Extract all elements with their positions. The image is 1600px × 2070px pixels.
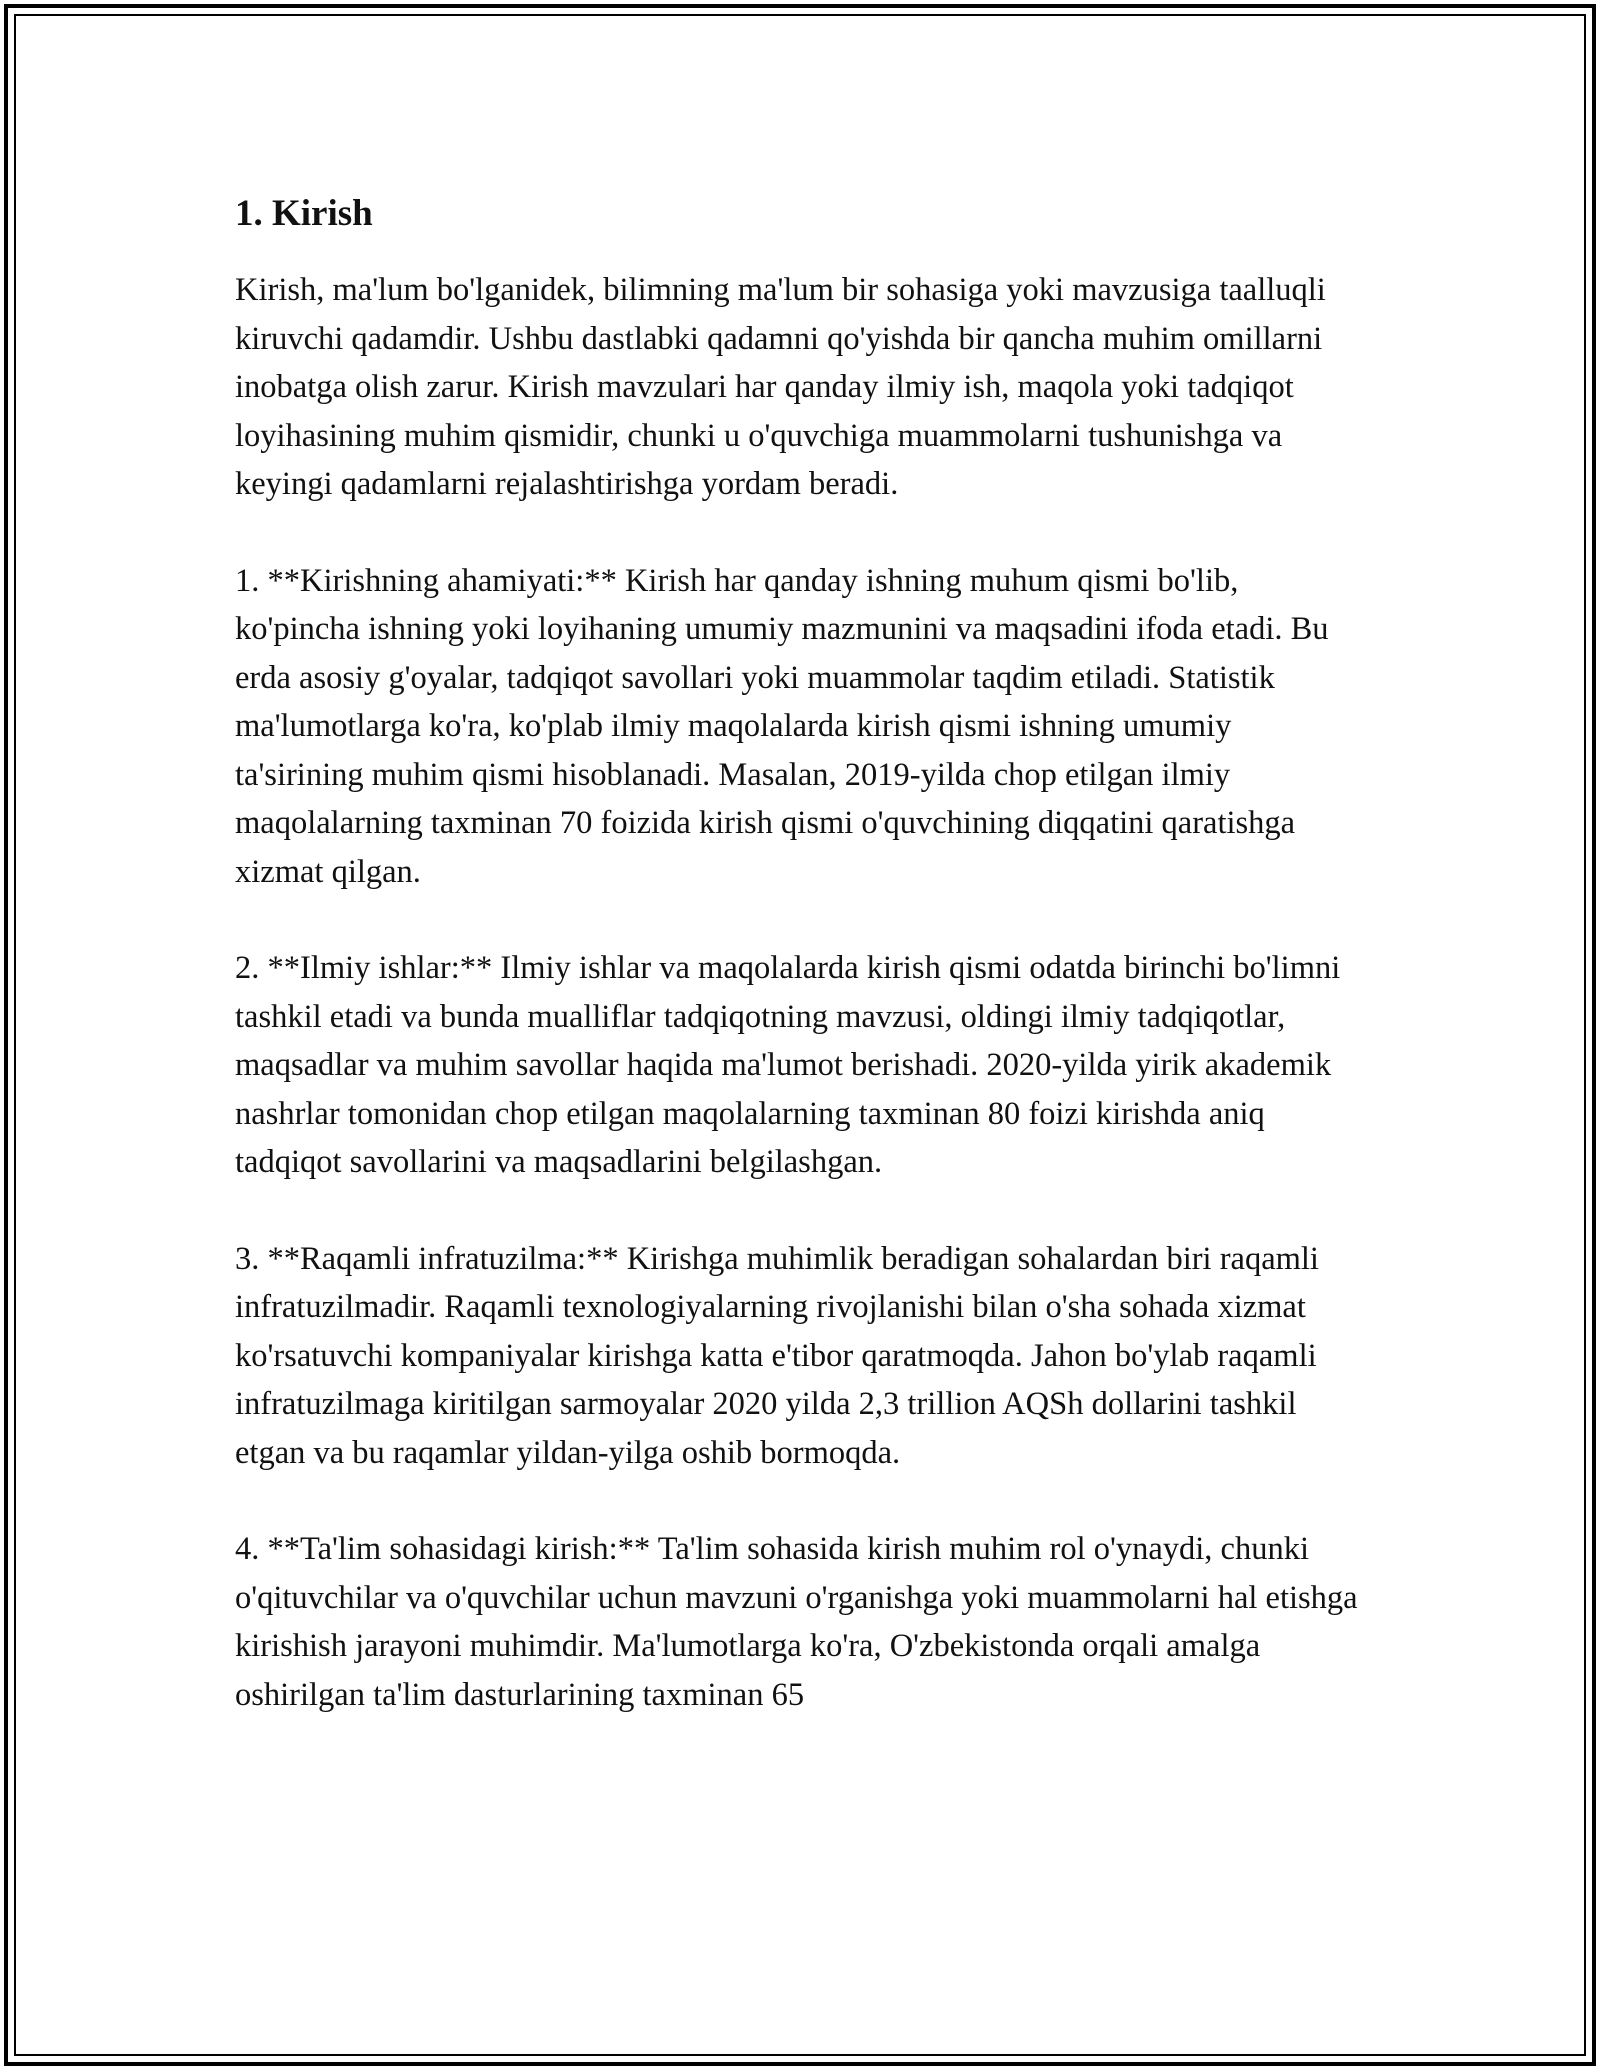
- paragraph-intro: Kirish, ma'lum bo'lganidek, bilimning ma'lum bir sohasiga yoki mavzusiga taalluqli kiruvchi qadamdir. Ushbu dastlabki qadamni qo'yishda bir qancha muhim omillarni inobatga olish zarur. Kirish mavzulari har qanday ilmiy ish, maqola yoki tadqiqot loyihasining muhim qismidir, chunki u o'quvchiga muammolarni tushunishga va keyingi qadamlarni rejalashtirishga yordam beradi.: [235, 272, 1326, 502]
- paragraph-item-1: 1. **Kirishning ahamiyati:** Kirish har qanday ishning muhum qismi bo'lib, ko'pincha ishning yoki loyihaning umumiy mazmunini va maqsadini ifoda etadi. Bu erda asosiy g'oyalar, tadqiqot savollari yoki muammolar taqdim etiladi. Statistik ma'lumotlarga ko'ra, ko'plab ilmiy maqolalarda kirish qismi ishning umumiy ta'sirining muhim qismi hisoblanadi. Masalan, 2019-yilda chop etilgan ilmiy maqolalarning taxminan 70 foizida kirish qismi o'quvchining diqqatini qaratishga xizmat qilgan.: [235, 562, 1329, 890]
- paragraph-item-3: 3. **Raqamli infratuzilma:** Kirishga muhimlik beradigan sohalardan biri raqamli infratuzilmadir. Raqamli texnologiyalarning rivojlanishi bilan o'sha sohada xizmat ko'rsatuvchi kompaniyalar kirishga katta e'tibor qaratmoqda. Jahon bo'ylab raqamli infratuzilmaga kiritilgan sarmoyalar 2020 yilda 2,3 trillion AQSh dollarini tashkil etgan va bu raqamlar yildan-yilga oshib bormoqda.: [235, 1240, 1319, 1471]
- section-heading: 1. Kirish: [235, 193, 373, 234]
- paragraph-item-4: 4. **Ta'lim sohasidagi kirish:** Ta'lim sohasida kirish muhim rol o'ynaydi, chunki o'qituvchilar va o'quvchilar uchun mavzuni o'rganishga yoki muammolarni hal etishga kirishish jarayoni muhimdir. Ma'lumotlarga ko'ra, O'zbekistonda orqali amalga oshirilgan ta'lim dasturlarining taxminan 65: [235, 1531, 1358, 1713]
- paragraph-item-2: 2. **Ilmiy ishlar:** Ilmiy ishlar va maqolalarda kirish qismi odatda birinchi bo'limni tashkil etadi va bunda mualliflar tadqiqotning mavzusi, oldingi ilmiy tadqiqotlar, maqsadlar va muhim savollar haqida ma'lumot berishadi. 2020-yilda yirik akademik nashrlar tomonidan chop etilgan maqolalarning taxminan 80 foizi kirishda aniq tadqiqot savollarini va maqsadlarini belgilashgan.: [235, 950, 1341, 1180]
- document-body: [235, 188, 1365, 1767]
